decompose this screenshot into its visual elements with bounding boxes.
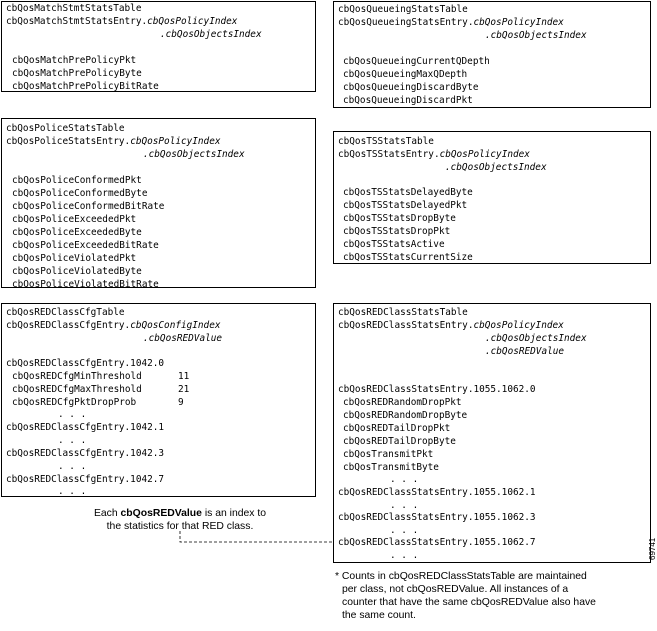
police-field-1: cbQosPoliceConformedByte [12,188,148,199]
redstats-field-2: cbQosREDTailDropPkt [343,423,451,434]
redstats-field-4: cbQosTransmitPkt [343,449,434,460]
redstats-field-5: cbQosTransmitByte [343,462,439,473]
ts-index-1: cbQosPolicyIndex [439,149,530,160]
redstats-index-2: .cbQosObjectsIndex [485,333,587,344]
queue-entry-line [338,16,564,29]
caption-post: is an index to [201,508,267,519]
redstats-entry-name: cbQosREDClassStatsEntry. [338,320,474,331]
police-entry-name: cbQosPoliceStatsEntry. [6,136,131,147]
police-field-5: cbQosPoliceExceededBitRate [12,240,159,251]
redcfg-field-max-threshold: cbQosREDCfgMaxThreshold [12,384,142,395]
redstats-ellipsis-4: . . . [390,550,419,561]
match-field-0: cbQosMatchPrePolicyPkt [12,55,137,66]
redcfg-ellipsis-4: . . . [58,486,87,497]
footnote-line-3: counter that have the same cbQosREDValue also have [342,597,596,608]
ts-table-name: cbQosTSStatsTable [338,136,434,147]
redstats-field-0: cbQosREDRandomDropPkt [343,397,462,408]
police-index-2: .cbQosObjectsIndex [143,149,245,160]
redcfg-table-name: cbQosREDClassCfgTable [6,307,125,318]
police-table-name: cbQosPoliceStatsTable [6,123,125,134]
police-field-3: cbQosPoliceExceededPkt [12,214,137,225]
redcfg-entry-line [6,319,221,332]
police-field-6: cbQosPoliceViolatedPkt [12,253,137,264]
ts-field-2: cbQosTSStatsDropByte [343,213,456,224]
redcfg-ellipsis-2: . . . [58,435,87,446]
police-field-7: cbQosPoliceViolatedByte [12,266,142,277]
queue-table-name: cbQosQueueingStatsTable [338,4,468,15]
redstats-index-3: .cbQosREDValue [485,346,565,357]
redcfg-entry-name: cbQosREDClassCfgEntry. [6,320,131,331]
match-index-1: cbQosPolicyIndex [147,16,238,27]
caption-bold: cbQosREDValue [120,508,202,519]
caption-pre: Each [93,508,121,519]
redstats-ellipsis-1: . . . [390,474,419,485]
redstats-index-1: cbQosPolicyIndex [473,320,564,331]
red-value-caption-line-1 [40,507,320,520]
redcfg-value-max-threshold: 21 [178,384,190,395]
redstats-ellipsis-3: . . . [390,525,419,536]
redstats-entry-line [338,319,564,332]
match-field-1: cbQosMatchPrePolicyByte [12,68,142,79]
police-field-0: cbQosPoliceConformedPkt [12,175,142,186]
queue-index-2: .cbQosObjectsIndex [485,30,587,41]
redcfg-ellipsis-1: . . . [58,409,87,420]
police-index-1: cbQosPolicyIndex [130,136,221,147]
footnote-line-4: the same count. [342,610,416,621]
footnote [335,570,596,622]
figure-id: 69741 [648,537,657,560]
police-field-2: cbQosPoliceConformedBitRate [12,201,165,212]
red-value-caption [40,507,320,533]
match-entry-line [6,15,237,28]
redstats-field-3: cbQosREDTailDropByte [343,436,456,447]
redcfg-index-1: cbQosConfigIndex [130,320,221,331]
match-entry-name: cbQosMatchStmtStatsEntry. [6,16,148,27]
ts-field-3: cbQosTSStatsDropPkt [343,226,451,237]
redstats-row-3: cbQosREDClassStatsEntry.1055.1062.3 [338,512,536,523]
redstats-row-4: cbQosREDClassStatsEntry.1055.1062.7 [338,537,536,548]
redstats-ellipsis-2: . . . [390,500,419,511]
ts-entry-line [338,148,530,161]
redcfg-value-pkt-drop-prob: 9 [178,397,184,408]
queue-field-3: cbQosQueueingDiscardPkt [343,95,473,106]
redcfg-row-1: cbQosREDClassCfgEntry.1042.0 [6,358,165,369]
red-value-caption-line-2: the statistics for that RED class. [106,521,254,532]
ts-entry-name: cbQosTSStatsEntry. [338,149,440,160]
match-table-name: cbQosMatchStmtStatsTable [6,3,142,14]
redcfg-row-4: cbQosREDClassCfgEntry.1042.7 [6,474,165,485]
redstats-field-1: cbQosREDRandomDropByte [343,410,468,421]
match-field-2: cbQosMatchPrePolicyBitRate [12,81,159,92]
queue-index-1: cbQosPolicyIndex [473,17,564,28]
redcfg-ellipsis-3: . . . [58,461,87,472]
police-field-8: cbQosPoliceViolatedBitRate [12,279,159,290]
redstats-table-name: cbQosREDClassStatsTable [338,307,468,318]
police-field-4: cbQosPoliceExceededByte [12,227,142,238]
ts-field-0: cbQosTSStatsDelayedByte [343,187,473,198]
redcfg-field-pkt-drop-prob: cbQosREDCfgPktDropProb [12,397,137,408]
footnote-line-2: per class, not cbQosREDValue. All instances of a [342,584,569,595]
queue-field-2: cbQosQueueingDiscardByte [343,82,479,93]
redstats-row-1: cbQosREDClassStatsEntry.1055.1062.0 [338,384,536,395]
ts-field-1: cbQosTSStatsDelayedPkt [343,200,468,211]
redcfg-index-2: .cbQosREDValue [143,333,223,344]
queue-field-1: cbQosQueueingMaxQDepth [343,69,468,80]
redcfg-field-min-threshold: cbQosREDCfgMinThreshold [12,371,142,382]
redstats-row-2: cbQosREDClassStatsEntry.1055.1062.1 [338,487,536,498]
queue-field-0: cbQosQueueingCurrentQDepth [343,56,490,67]
redcfg-row-3: cbQosREDClassCfgEntry.1042.3 [6,448,165,459]
redcfg-value-min-threshold: 11 [178,371,190,382]
footnote-line-1: * Counts in cbQosREDClassStatsTable are maintained [335,571,587,582]
queue-entry-name: cbQosQueueingStatsEntry. [338,17,474,28]
ts-index-2: .cbQosObjectsIndex [445,162,547,173]
redcfg-row-2: cbQosREDClassCfgEntry.1042.1 [6,422,165,433]
match-index-2: .cbQosObjectsIndex [160,29,262,40]
police-entry-line [6,135,221,148]
ts-field-4: cbQosTSStatsActive [343,239,445,250]
ts-field-5: cbQosTSStatsCurrentSize [343,252,473,263]
